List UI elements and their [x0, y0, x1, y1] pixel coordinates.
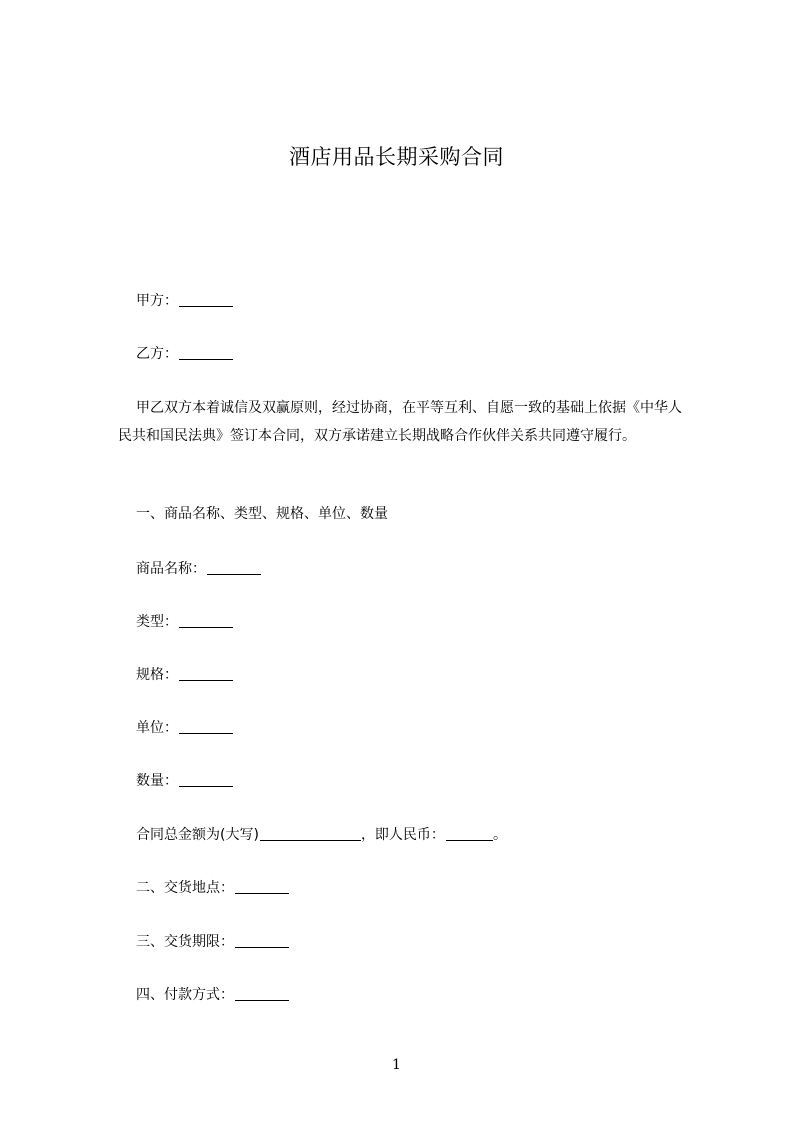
- product-type-label: 类型：: [136, 614, 178, 630]
- payment-method-blank[interactable]: [235, 986, 289, 1001]
- product-quantity-line: [136, 771, 233, 791]
- payment-method-label: 四、付款方式：: [136, 987, 234, 1003]
- product-spec-label: 规格：: [136, 667, 178, 683]
- total-amount-prefix: 合同总金额为(大写): [136, 827, 259, 843]
- payment-method-line: [136, 985, 289, 1005]
- product-spec-blank[interactable]: [179, 666, 233, 681]
- intro-paragraph-text: 甲乙双方本着诚信及双赢原则，经过协商，在平等互利、自愿一致的基础上依据《中华人民共和国民法典》签订本合同，双方承诺建立长期战略合作伙伴关系共同遵守履行。: [118, 400, 682, 444]
- party-a-line: [136, 291, 233, 311]
- section1-heading: 一、商品名称、类型、规格、单位、数量: [136, 506, 388, 522]
- total-amount-line: [136, 825, 507, 845]
- product-type-blank[interactable]: [179, 613, 233, 628]
- total-amount-words-blank[interactable]: [260, 826, 361, 841]
- page-number: 1: [392, 1057, 401, 1073]
- product-name-blank[interactable]: [207, 560, 261, 575]
- party-a-label: 甲方：: [136, 293, 178, 309]
- product-name-line: [136, 559, 261, 579]
- document-title: 酒店用品长期采购合同: [289, 145, 504, 169]
- delivery-place-label: 二、交货地点：: [136, 880, 234, 896]
- party-b-blank[interactable]: [179, 345, 233, 360]
- product-quantity-blank[interactable]: [179, 772, 233, 787]
- delivery-period-label: 三、交货期限：: [136, 934, 234, 950]
- party-b-line: [136, 344, 233, 364]
- product-name-label: 商品名称：: [136, 561, 206, 577]
- product-unit-line: [136, 718, 233, 738]
- party-b-label: 乙方：: [136, 346, 178, 362]
- product-quantity-label: 数量：: [136, 773, 178, 789]
- party-a-blank[interactable]: [179, 292, 233, 307]
- delivery-place-line: [136, 878, 289, 898]
- product-spec-line: [136, 665, 233, 685]
- total-amount-end: 。: [492, 827, 507, 843]
- total-amount-rmb-label: ，即人民币：: [360, 827, 445, 843]
- delivery-period-line: [136, 932, 289, 952]
- intro-paragraph: [118, 394, 688, 450]
- delivery-period-blank[interactable]: [235, 933, 289, 948]
- product-unit-label: 单位：: [136, 720, 178, 736]
- delivery-place-blank[interactable]: [235, 879, 289, 894]
- total-amount-rmb-blank[interactable]: [446, 826, 493, 841]
- product-unit-blank[interactable]: [179, 719, 233, 734]
- product-type-line: [136, 612, 233, 632]
